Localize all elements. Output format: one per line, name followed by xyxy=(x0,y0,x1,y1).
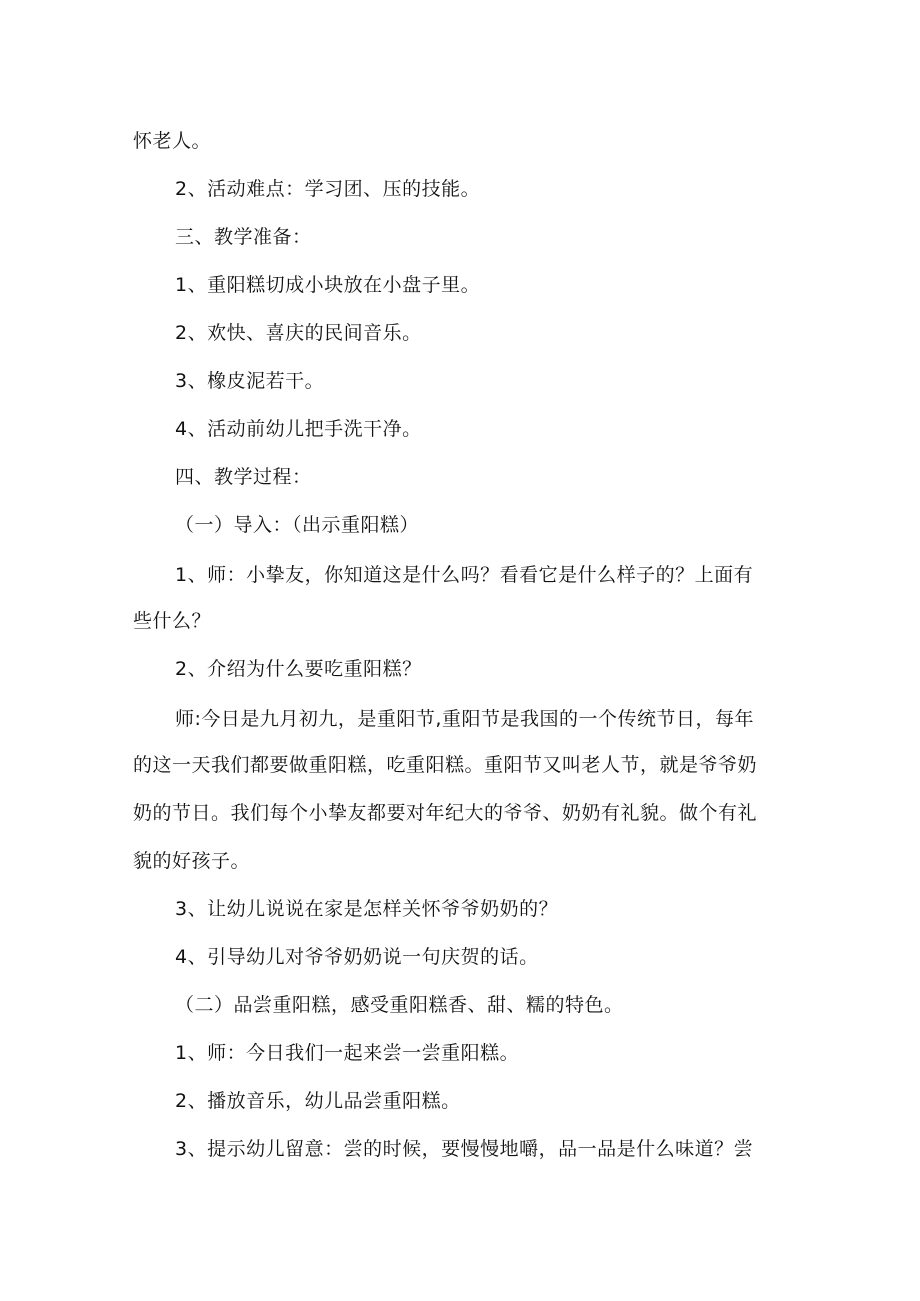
paragraph-line: 3、提示幼儿留意：尝的时候，要慢慢地嚼，品一品是什么味道？尝 xyxy=(175,1138,754,1160)
section-heading: 四、教学过程： xyxy=(175,466,312,488)
subsection-heading: （一）导入：（出示重阳糕） xyxy=(175,514,420,536)
paragraph-line: 的这一天我们都要做重阳糕，吃重阳糕。重阳节又叫老人节，就是爷爷奶 xyxy=(133,754,758,776)
paragraph-line: 2、介绍为什么要吃重阳糕？ xyxy=(175,658,422,680)
section-heading: 三、教学准备： xyxy=(175,226,312,248)
paragraph-line: 4、引导幼儿对爷爷奶奶说一句庆贺的话。 xyxy=(175,946,539,968)
paragraph-line: 些什么？ xyxy=(133,610,212,632)
paragraph-line: 4、活动前幼儿把手洗干净。 xyxy=(175,418,422,440)
subsection-heading: （二）品尝重阳糕，感受重阳糕香、甜、糯的特色。 xyxy=(175,994,624,1016)
paragraph-line: 怀老人。 xyxy=(133,130,212,152)
paragraph-line: 3、让幼儿说说在家是怎样关怀爷爷奶奶的？ xyxy=(175,898,559,920)
paragraph-line: 1、重阳糕切成小块放在小盘子里。 xyxy=(175,274,481,296)
paragraph-line: 貌的好孩子。 xyxy=(133,850,251,872)
paragraph-line: 2、播放音乐，幼儿品尝重阳糕。 xyxy=(175,1090,461,1112)
paragraph-line: 师:今日是九月初九，是重阳节,重阳节是我国的一个传统节日，每年 xyxy=(175,708,754,730)
paragraph-line: 2、欢快、喜庆的民间音乐。 xyxy=(175,322,422,344)
paragraph-line: 2、活动难点：学习团、压的技能。 xyxy=(175,178,481,200)
paragraph-line: 1、师：今日我们一起来尝一尝重阳糕。 xyxy=(175,1042,520,1064)
paragraph-line: 1、师：小挚友，你知道这是什么吗？看看它是什么样子的？上面有 xyxy=(175,564,754,586)
paragraph-line: 3、橡皮泥若干。 xyxy=(175,370,325,392)
paragraph-line: 奶的节日。我们每个小挚友都要对年纪大的爷爷、奶奶有礼貌。做个有礼 xyxy=(133,802,758,824)
